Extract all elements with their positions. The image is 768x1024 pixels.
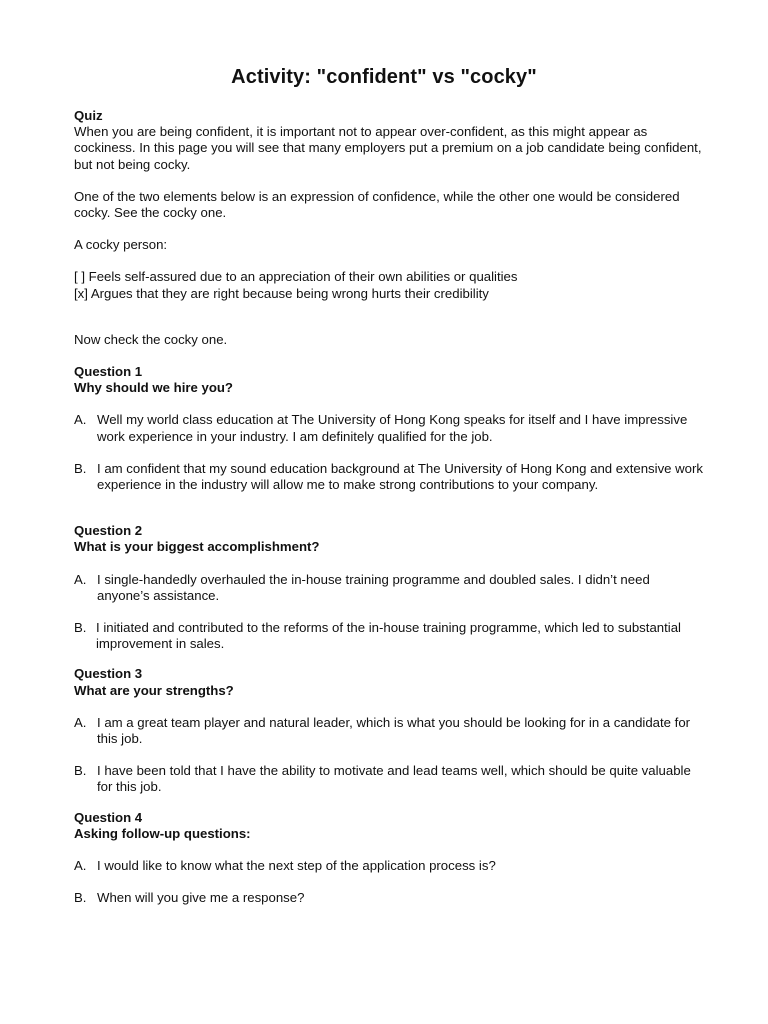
question-1-answer-a[interactable] <box>74 412 704 444</box>
question-3-answer-b[interactable] <box>74 763 704 795</box>
answer-text: Well my world class education at The University of Hong Kong speaks for itself and I have impressive work experience in your industry. I am definitely qualified for the job. <box>97 412 688 444</box>
answer-letter: A. <box>74 714 87 730</box>
question-4-prompt: Asking follow-up questions: <box>74 825 251 841</box>
answer-text: I would like to know what the next step of the application process is? <box>97 858 496 874</box>
answer-letter: A. <box>74 858 87 874</box>
answer-letter: B. <box>74 460 87 476</box>
quiz-option-2[interactable]: [x] Argues that they are right because being wrong hurts their credibility <box>74 285 489 301</box>
page-title: Activity: "confident" vs "cocky" <box>231 66 537 88</box>
document-body <box>74 108 704 907</box>
answer-text: I am confident that my sound education background at The University of Hong Kong and extensive work experience in the industry will allow me to make strong contributions to your company. <box>97 460 704 493</box>
quiz-option-1[interactable]: [ ] Feels self-assured due to an appreciation of their own abilities or qualities <box>74 269 518 285</box>
question-1-number: Question 1 <box>74 364 143 380</box>
question-2-answer-a[interactable] <box>74 572 704 604</box>
question-2-answer-b[interactable] <box>74 620 704 652</box>
answer-letter: B. <box>74 890 87 906</box>
question-4-answer-a[interactable] <box>74 858 704 874</box>
quiz-instruction: One of the two elements below is an expression of confidence, while the other one would be considered cocky. See the cocky one. <box>74 188 680 221</box>
answer-letter: B. <box>74 763 87 779</box>
question-3-prompt: What are your strengths? <box>74 682 234 698</box>
answer-letter: A. <box>74 412 87 428</box>
question-3-number: Question 3 <box>74 666 143 682</box>
answer-text: I have been told that I have the ability to motivate and lead teams well, which should be quite valuable for this job. <box>97 763 691 795</box>
answer-text: I single-handedly overhauled the in-house training programme and doubled sales. I didn’t need anyone’s assistance. <box>97 571 650 603</box>
question-4-number: Question 4 <box>74 809 143 825</box>
answer-text: When will you give me a response? <box>97 890 305 906</box>
question-4-answer-b[interactable] <box>74 890 704 906</box>
question-1-answer-b[interactable] <box>74 461 704 493</box>
question-1-prompt: Why should we hire you? <box>74 380 233 396</box>
answer-letter: A. <box>74 571 87 587</box>
question-3-answer-a[interactable] <box>74 715 704 747</box>
quiz-intro: When you are being confident, it is important not to appear over-confident, as this might appear as cockiness. In this page you will see that many employers put a premium on a job candidate being confident, but not being cocky. <box>74 124 702 172</box>
answer-letter: B. <box>74 620 87 636</box>
now-check-instruction: Now check the cocky one. <box>74 331 228 347</box>
question-2-prompt: What is your biggest accomplishment? <box>74 539 320 555</box>
quiz-prompt: A cocky person: <box>74 237 168 253</box>
question-2-number: Question 2 <box>74 523 143 539</box>
answer-text: I initiated and contributed to the reforms of the in-house training programme, which led to substantial improvement in sales. <box>96 620 681 652</box>
quiz-heading: Quiz <box>74 108 103 123</box>
answer-text: I am a great team player and natural leader, which is what you should be looking for in a candidate for this job. <box>97 714 691 747</box>
